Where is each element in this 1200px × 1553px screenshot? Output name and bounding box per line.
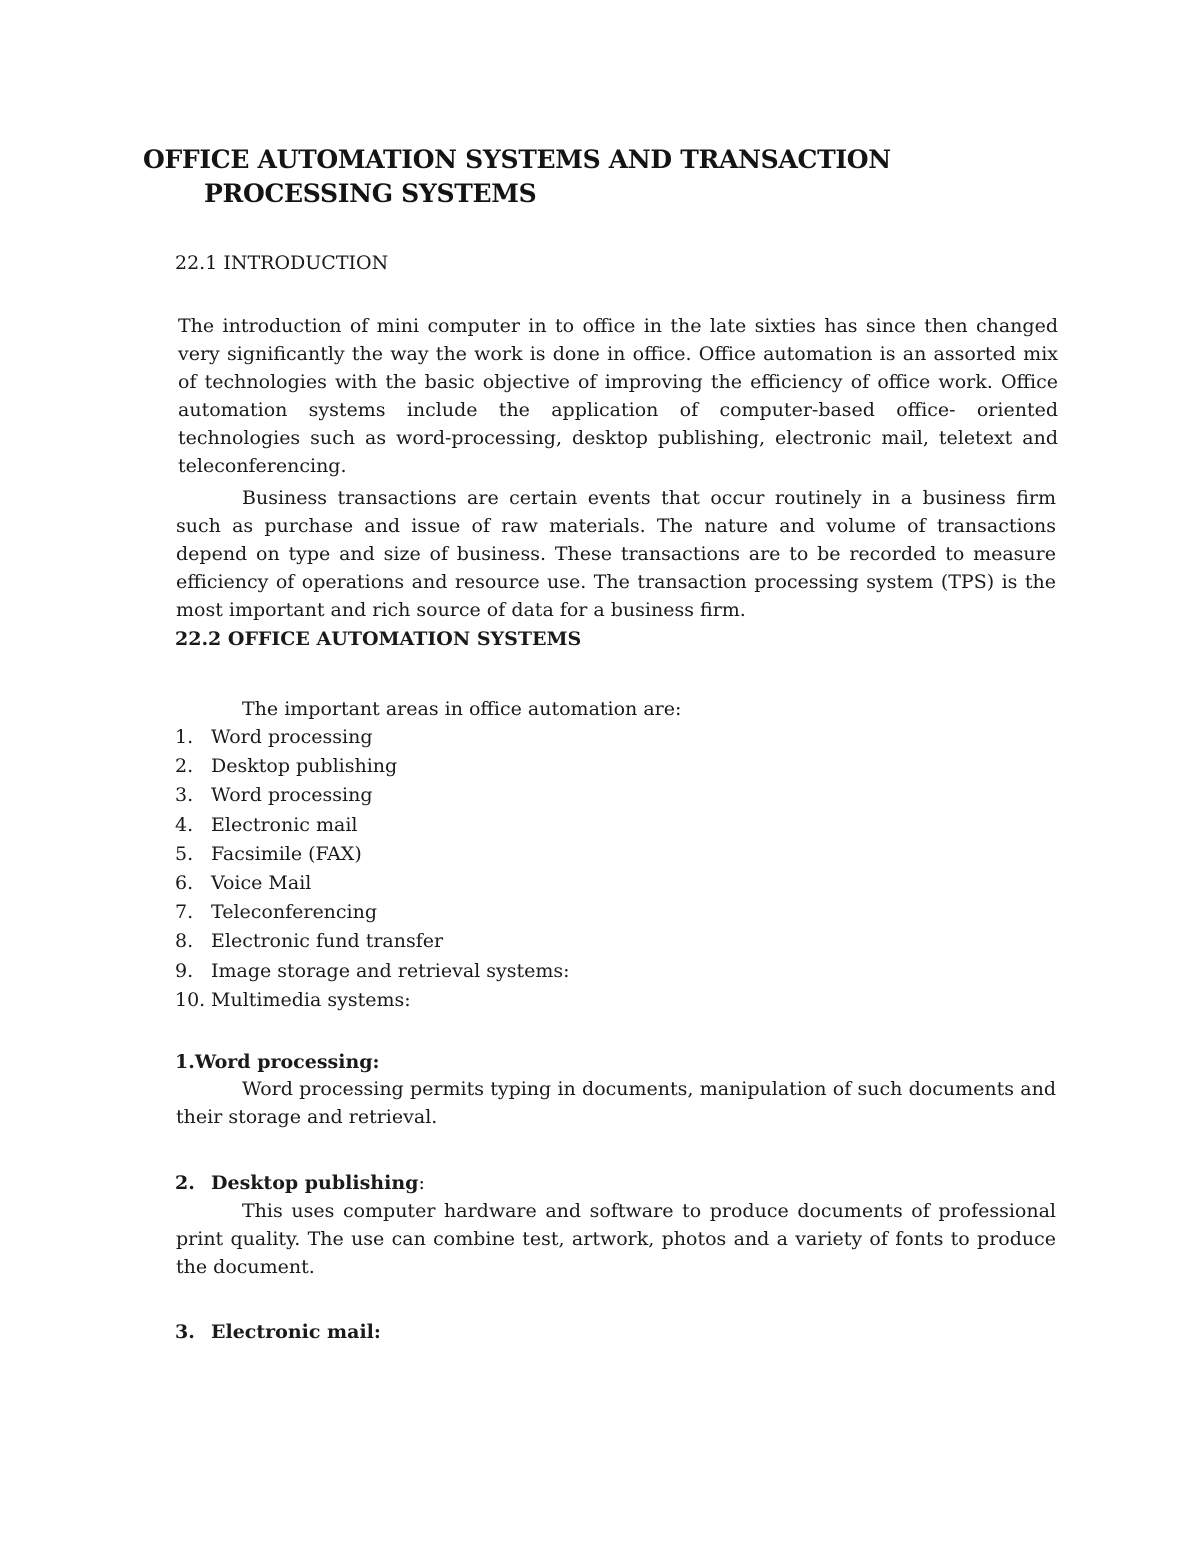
list-item-number: 4. <box>175 813 194 836</box>
list-item <box>175 723 570 752</box>
list-intro <box>176 695 1056 723</box>
section-heading-introduction: 22.1 INTRODUCTION <box>175 252 389 274</box>
list-item-number: 6. <box>175 872 194 895</box>
list-item <box>175 781 570 810</box>
list-item-number: 9. <box>175 959 194 982</box>
list-item <box>175 811 570 840</box>
list-item-text: Electronic mail <box>211 813 358 836</box>
list-item <box>175 898 570 927</box>
subsection-number: 2. <box>175 1172 195 1194</box>
list-item-number: 1. <box>175 726 194 748</box>
list-item-text: Word processing <box>211 726 373 748</box>
list-item <box>175 986 570 1015</box>
section-heading-office-automation: 22.2 OFFICE AUTOMATION SYSTEMS <box>175 628 582 650</box>
desktop-publishing-text: This uses computer hardware and software to produce documents of professional print quality. The use can combine test, artwork, photos and a variety of fonts to produce the document. <box>176 1200 1056 1278</box>
subsection-heading-word-processing: 1.Word processing: <box>175 1051 380 1073</box>
list-item-text: Electronic fund transfer <box>211 930 444 953</box>
list-item-text: Voice Mail <box>211 872 312 895</box>
list-item-text: Desktop publishing <box>211 755 398 778</box>
list-item-text: Word processing <box>211 784 373 807</box>
list-item-number: 8. <box>175 930 194 953</box>
list-item-number: 7. <box>175 901 194 924</box>
document-title <box>143 143 1063 211</box>
list-item-number: 5. <box>175 842 194 865</box>
intro-paragraph-2-text: Business transactions are certain events that occur routinely in a business firm such as purchase and issue of raw materials. The nature and volume of transactions depend on type and size of business. These transactions are to be recorded to measure efficiency of operations and resource use. The transaction processing system (TPS) is the most important and rich source of data for a business firm. <box>176 487 1056 621</box>
list-item-text: Multimedia systems: <box>211 988 411 1011</box>
title-line-2: PROCESSING SYSTEMS <box>204 179 537 208</box>
list-item-number: 2. <box>175 755 194 778</box>
list-item <box>175 840 570 869</box>
title-line-1: OFFICE AUTOMATION SYSTEMS AND TRANSACTION <box>143 145 891 174</box>
list-item <box>175 927 570 956</box>
subsection-title: Electronic mail: <box>211 1321 381 1343</box>
list-item-number: 10. <box>175 988 206 1011</box>
subsection-colon: : <box>418 1172 425 1194</box>
intro-paragraph-1-text: The introduction of mini computer in to office in the late sixties has since then changed very significantly the way the work is done in office. Office automation is an assorted mix of technologies with the basic objective of improving the efficiency of office work. Office automation systems include the application of computer-based office- oriented technologies such as word-processing, desktop publishing, electronic mail, teletext and teleconferencing. <box>178 315 1058 477</box>
word-processing-text: Word processing permits typing in documents, manipulation of such documents and their storage and retrieval. <box>176 1078 1056 1128</box>
list-item-text: Facsimile (FAX) <box>211 842 362 865</box>
intro-paragraph-2 <box>176 484 1056 624</box>
subsection-heading-desktop-publishing <box>175 1169 425 1197</box>
office-automation-areas-list <box>175 723 570 1015</box>
word-processing-paragraph <box>176 1075 1056 1131</box>
list-item-number: 3. <box>175 784 194 807</box>
subsection-title: Desktop publishing <box>211 1172 419 1194</box>
subsection-heading-electronic-mail <box>175 1318 381 1346</box>
list-item-text: Image storage and retrieval systems: <box>211 959 570 982</box>
list-item <box>175 752 570 781</box>
subsection-number: 3. <box>175 1321 195 1343</box>
desktop-publishing-paragraph <box>176 1197 1056 1281</box>
list-intro-text: The important areas in office automation are: <box>242 698 682 720</box>
list-item <box>175 957 570 986</box>
list-item <box>175 869 570 898</box>
list-item-text: Teleconferencing <box>211 901 378 924</box>
intro-paragraph-1 <box>178 312 1058 480</box>
